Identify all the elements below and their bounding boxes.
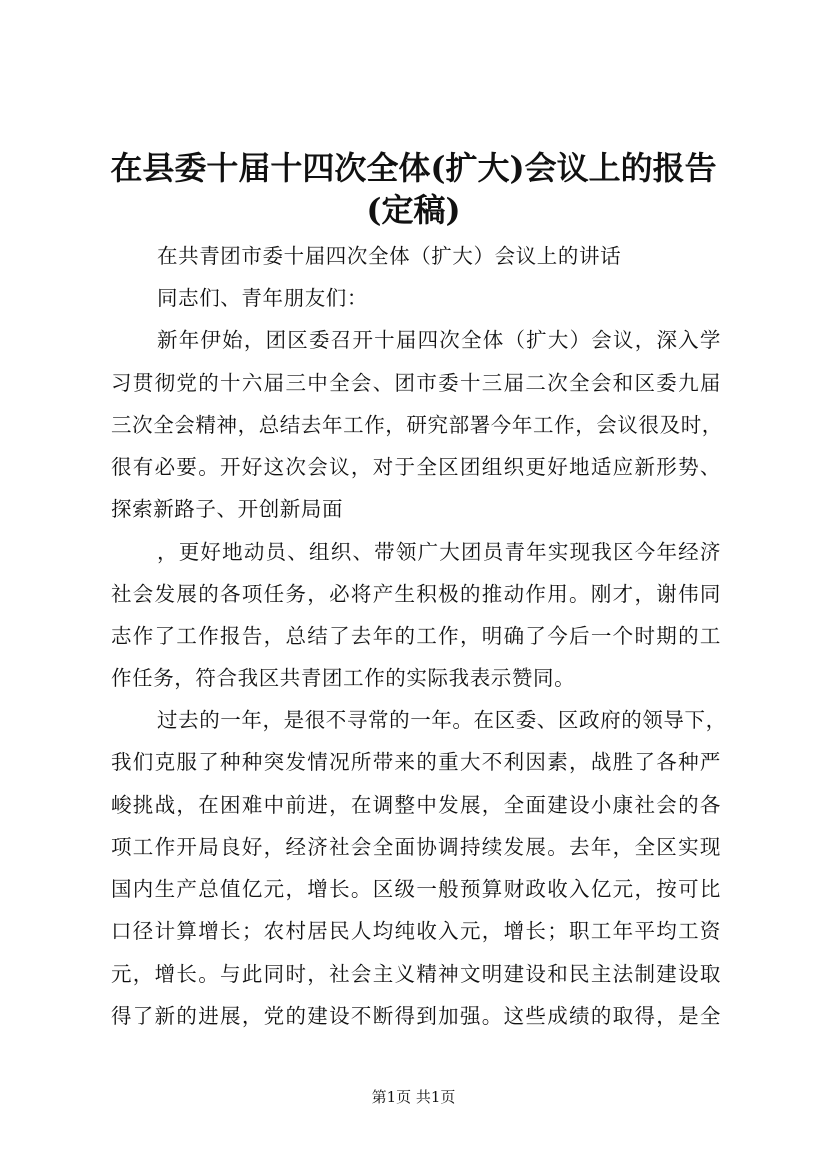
body-line: 口径计算增长；农村居民人均纯收入元，增长；职工年平均工资 [111, 919, 721, 943]
body-line: 峻挑战，在困难中前进，在调整中发展，全面建设小康社会的各 [111, 793, 721, 817]
salutation-line: 同志们、青年朋友们： [157, 286, 368, 310]
body-line: 社会发展的各项任务，必将产生积极的推动作用。刚才，谢伟同 [111, 582, 721, 606]
body-line: 三次全会精神，总结去年工作，研究部署今年工作，会议很及时， [111, 413, 723, 437]
body-line: 作任务，符合我区共青团工作的实际我表示赞同。 [111, 666, 576, 690]
body-line: 元，增长。与此同时，社会主义精神文明建设和民主法制建设取 [111, 962, 721, 986]
body-line: 新年伊始，团区委召开十届四次全体（扩大）会议，深入学 [157, 328, 721, 352]
body-line: 我们克服了种种突发情况所带来的重大不利因素，战胜了各种严 [111, 750, 721, 774]
body-line: 过去的一年，是很不寻常的一年。在区委、区政府的领导下， [157, 708, 727, 732]
body-line: 探索新路子、开创新局面 [111, 497, 344, 521]
subtitle-line: 在共青团市委十届四次全体（扩大）会议上的讲话 [157, 244, 622, 268]
body-line: 很有必要。开好这次会议，对于全区团组织更好地适应新形势、 [111, 455, 721, 479]
document-title-line-2: (定稿) [366, 191, 461, 229]
document-title-line-1: 在县委十届十四次全体(扩大)会议上的报告 [110, 149, 717, 187]
page-number: 第1页 共1页 [371, 1088, 456, 1106]
body-line: ，更好地动员、组织、带领广大团员青年实现我区今年经济 [157, 540, 721, 564]
body-line: 得了新的进展，党的建设不断得到加强。这些成绩的取得，是全 [111, 1004, 721, 1028]
body-line: 国内生产总值亿元，增长。区级一般预算财政收入亿元，按可比 [111, 877, 721, 901]
body-line: 项工作开局良好，经济社会全面协调持续发展。去年，全区实现 [111, 835, 721, 859]
body-line: 习贯彻党的十六届三中全会、团市委十三届二次全会和区委九届 [111, 371, 721, 395]
body-line: 志作了工作报告，总结了去年的工作，明确了今后一个时期的工 [111, 624, 721, 648]
